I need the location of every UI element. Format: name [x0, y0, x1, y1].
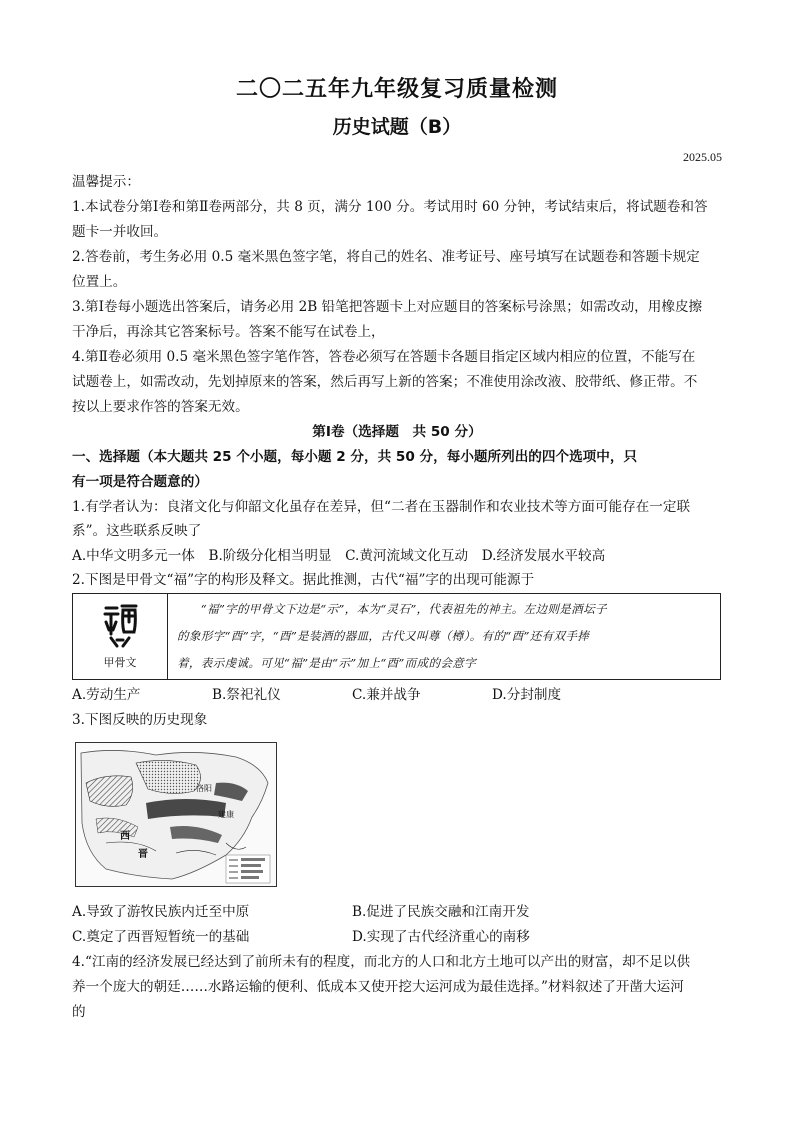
notice-line: 1.本试卷分第Ⅰ卷和第Ⅱ卷两部分，共 8 页，满分 100 分。考试用时 60 分钟，考试结束后，将试题卷和答: [72, 199, 708, 215]
map-label: 建康: [218, 810, 234, 819]
question-4-stem: 4.“江南的经济发展已经达到了前所未有的程度，而北方的人口和北方土地可以产出的财富，却不足以供: [72, 954, 691, 970]
notice-line: 题卡一并收回。: [72, 224, 168, 240]
oracle-bone-table: [72, 593, 721, 680]
question-3-option-a: A.导致了游牧民族内迁至中原: [72, 904, 250, 920]
notice-line: 3.第Ⅰ卷每小题选出答案后，请务必用 2B 铅笔把答题卡上对应题目的答案标号涂黑；如需改动，用橡皮擦: [72, 299, 703, 315]
notice-line: 2.答卷前，考生务必用 0.5 毫米黑色签字笔，将自己的姓名、准考证号、座号填写在试题卷和答题卡规定: [72, 249, 700, 265]
exam-title: 二〇二五年九年级复习质量检测: [235, 77, 558, 102]
question-2-stem: 2.下图是甲骨文“福”字的构形及释文。据此推测，古代“福”字的出现可能源于: [72, 572, 535, 588]
question-2-option-d: D.分封制度: [492, 687, 562, 703]
question-1-options: A.中华文明多元一体 B.阶级分化相当明显 C.黄河流域文化互动 D.经济发展水平较高: [72, 548, 606, 564]
question-4-stem: 的: [72, 1004, 86, 1020]
section-instruction: 有一项是符合题意的）: [72, 474, 208, 490]
exam-subtitle: 历史试题（B）: [332, 116, 462, 138]
section-title: 第Ⅰ卷（选择题 共 50 分）: [312, 424, 482, 440]
map-label: 晋: [138, 849, 148, 860]
oracle-bone-label: 甲骨文: [103, 656, 137, 669]
notice-heading: 温馨提示：: [72, 174, 140, 190]
section-instruction: 一、选择题（本大题共 25 个小题，每小题 2 分，共 50 分，每小题所列出的四个选项中，只: [72, 449, 638, 465]
oracle-bone-cell: [73, 594, 168, 679]
map-label: 西: [120, 831, 130, 842]
exam-date: 2025.05: [683, 150, 722, 164]
question-2-option-a: A.劳动生产: [72, 687, 141, 703]
explanation-line: “福”字的甲骨文下边是“示”，本为“灵石”，代表祖先的神主。左边则是酒坛子: [177, 602, 607, 616]
explanation-line: 的象形字“酉”字，“酉”是装酒的器皿，古代又叫尊（樽）。有的“酉”还有双手捧: [177, 629, 590, 643]
explanation-line: 着，表示虔诚。可见“福”是由“示”加上“酉”而成的会意字: [177, 656, 477, 670]
migration-map-drawing: [76, 743, 276, 886]
oracle-bone-explanation: [177, 596, 715, 677]
question-3-option-d: D.实现了古代经济重心的南移: [352, 929, 530, 945]
question-3-stem: 3.下图反映的历史现象: [72, 712, 208, 728]
question-2-option-b: B.祭祀礼仪: [212, 687, 281, 703]
question-3-option-b: B.促进了民族交融和江南开发: [352, 904, 530, 920]
notice-line: 试题卷上，如需改动，先划掉原来的答案，然后再写上新的答案；不准使用涂改液、胶带纸、修正带。不: [72, 374, 698, 390]
notice-line: 按以上要求作答的答案无效。: [72, 399, 249, 415]
question-3-option-c: C.奠定了西晋短暂统一的基础: [72, 929, 250, 945]
question-1-stem: 系”。这些联系反映了: [72, 523, 202, 539]
question-4-stem: 养一个庞大的朝廷……水路运输的便利、低成本又使开挖大运河成为最佳选择。”材料叙述了开凿大运河: [72, 979, 684, 995]
oracle-bone-fu-glyph-icon: [103, 600, 139, 650]
question-2-option-c: C.兼并战争: [352, 687, 421, 703]
map-label: 洛阳: [196, 784, 212, 793]
notice-line: 位置上。: [72, 274, 127, 290]
question-1-stem: 1.有学者认为：良渚文化与仰韶文化虽存在差异，但“二者在玉器制作和农业技术等方面可能存在一定联: [72, 499, 691, 515]
migration-map: [75, 742, 277, 887]
notice-line: 干净后，再涂其它答案标号。答案不能写在试卷上，: [72, 324, 385, 340]
notice-line: 4.第Ⅱ卷必须用 0.5 毫米黑色签字笔作答，答卷必须写在答题卡各题目指定区域内相应的位置，不能写在: [72, 349, 696, 365]
